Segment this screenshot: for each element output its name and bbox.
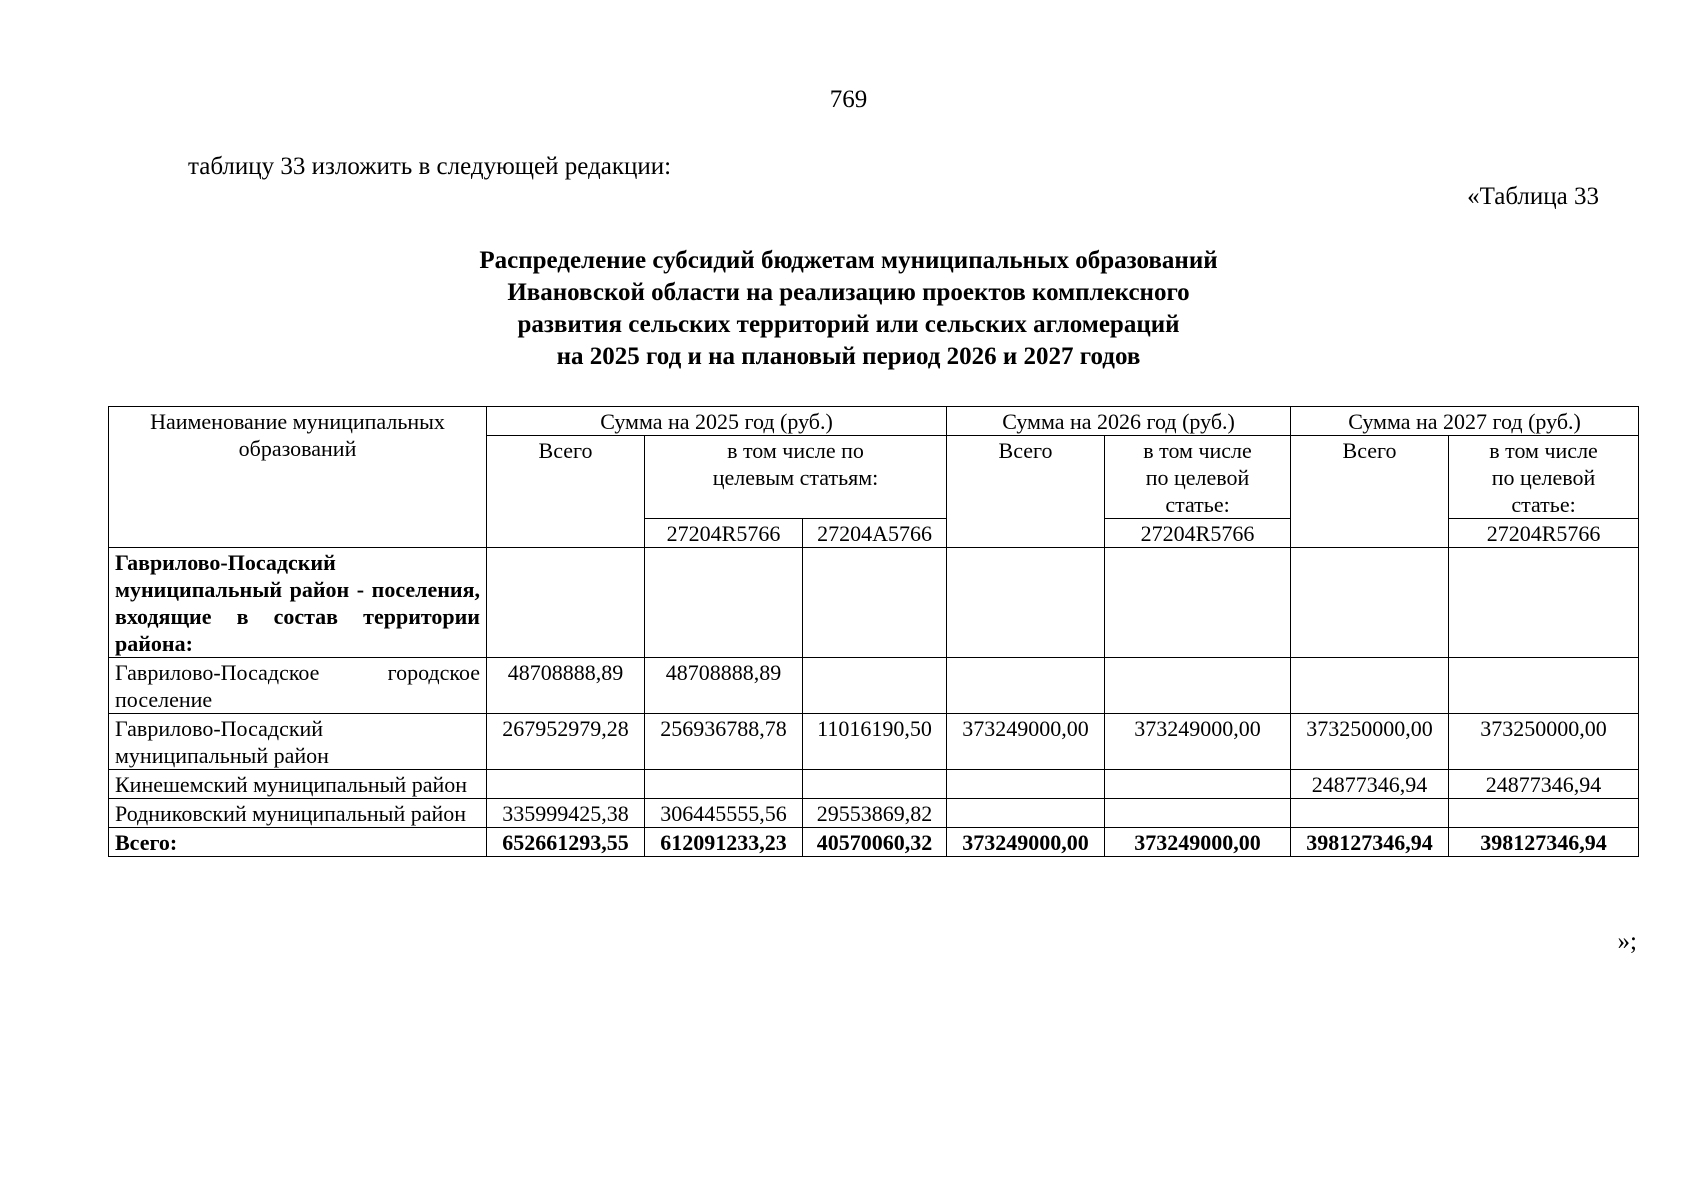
header-year-2027: Сумма на 2027 год (руб.) (1291, 407, 1639, 436)
header-including-2027: в том числе по целевой статье: (1449, 436, 1639, 519)
row-value (803, 548, 947, 658)
table-row (109, 799, 1639, 828)
row-value: 29553869,82 (803, 799, 947, 828)
row-value: 24877346,94 (1291, 770, 1449, 799)
row-value: 373249000,00 (1105, 828, 1291, 857)
row-value (1449, 548, 1639, 658)
row-value (645, 770, 803, 799)
row-value (487, 770, 645, 799)
header-code-a-2025: 27204A5766 (803, 519, 947, 548)
row-value (947, 658, 1105, 714)
header-total-2025: Всего (487, 436, 645, 548)
row-value (947, 548, 1105, 658)
row-value: 335999425,38 (487, 799, 645, 828)
table-row (109, 658, 1639, 714)
row-name: Гаврилово-Посадский муниципальный район (109, 714, 487, 770)
row-value: 373249000,00 (947, 828, 1105, 857)
page-number: 769 (829, 86, 868, 113)
header-including-2026: в том числе по целевой статье: (1105, 436, 1291, 519)
title-line: Ивановской области на реализацию проектов комплексного (507, 279, 1190, 306)
row-value: 48708888,89 (487, 658, 645, 714)
closing-mark: »; (1617, 928, 1637, 955)
row-value (947, 799, 1105, 828)
header-name-col: Наименование муниципальных образований (109, 407, 487, 548)
row-value (1449, 799, 1639, 828)
row-value: 373249000,00 (1105, 714, 1291, 770)
table-label: «Таблица 33 (1467, 183, 1599, 210)
row-value: 398127346,94 (1449, 828, 1639, 857)
row-value (1291, 548, 1449, 658)
row-value (1105, 799, 1291, 828)
row-value (1291, 799, 1449, 828)
title-line: на 2025 год и на плановый период 2026 и 2027 годов (556, 343, 1141, 370)
row-value (1105, 770, 1291, 799)
row-value (803, 658, 947, 714)
header-code-r-2026: 27204R5766 (1105, 519, 1291, 548)
row-value (1105, 658, 1291, 714)
header-row-years (109, 407, 1639, 436)
row-value: 306445555,56 (645, 799, 803, 828)
row-value (947, 770, 1105, 799)
row-value: 48708888,89 (645, 658, 803, 714)
row-name: Гаврилово-Посадское городское поселение (109, 658, 487, 714)
row-value (1449, 658, 1639, 714)
row-value: 40570060,32 (803, 828, 947, 857)
header-year-2025: Сумма на 2025 год (руб.) (487, 407, 947, 436)
row-value (1105, 548, 1291, 658)
table-row (109, 714, 1639, 770)
row-value (803, 770, 947, 799)
row-name: Гаврилово-Посадский муниципальный район - поселения, входящие в состав территории района: (109, 548, 487, 658)
header-total-2026: Всего (947, 436, 1105, 548)
row-value (487, 548, 645, 658)
header-code-r-2027: 27204R5766 (1449, 519, 1639, 548)
row-name: Всего: (109, 828, 487, 857)
row-value: 24877346,94 (1449, 770, 1639, 799)
row-name: Родниковский муниципальный район (109, 799, 487, 828)
intro-text: таблицу 33 изложить в следующей редакции: (188, 153, 672, 180)
row-value: 373250000,00 (1291, 714, 1449, 770)
row-value: 652661293,55 (487, 828, 645, 857)
title-line: развития сельских территорий или сельских агломераций (517, 311, 1180, 338)
row-value: 267952979,28 (487, 714, 645, 770)
title-line: Распределение субсидий бюджетам муниципальных образований (479, 247, 1218, 274)
row-value: 373250000,00 (1449, 714, 1639, 770)
row-value: 612091233,23 (645, 828, 803, 857)
table-row (109, 828, 1639, 857)
row-value (1291, 658, 1449, 714)
table-row (109, 548, 1639, 658)
row-value: 373249000,00 (947, 714, 1105, 770)
document-title (0, 245, 1697, 373)
row-value: 256936788,78 (645, 714, 803, 770)
table-row (109, 770, 1639, 799)
row-value (645, 548, 803, 658)
header-code-r-2025: 27204R5766 (645, 519, 803, 548)
header-total-2027: Всего (1291, 436, 1449, 548)
header-year-2026: Сумма на 2026 год (руб.) (947, 407, 1291, 436)
row-value: 398127346,94 (1291, 828, 1449, 857)
row-name: Кинешемский муниципальный район (109, 770, 487, 799)
subsidy-table (108, 406, 1639, 857)
header-including-2025: в том числе по целевым статьям: (645, 436, 947, 519)
row-value: 11016190,50 (803, 714, 947, 770)
